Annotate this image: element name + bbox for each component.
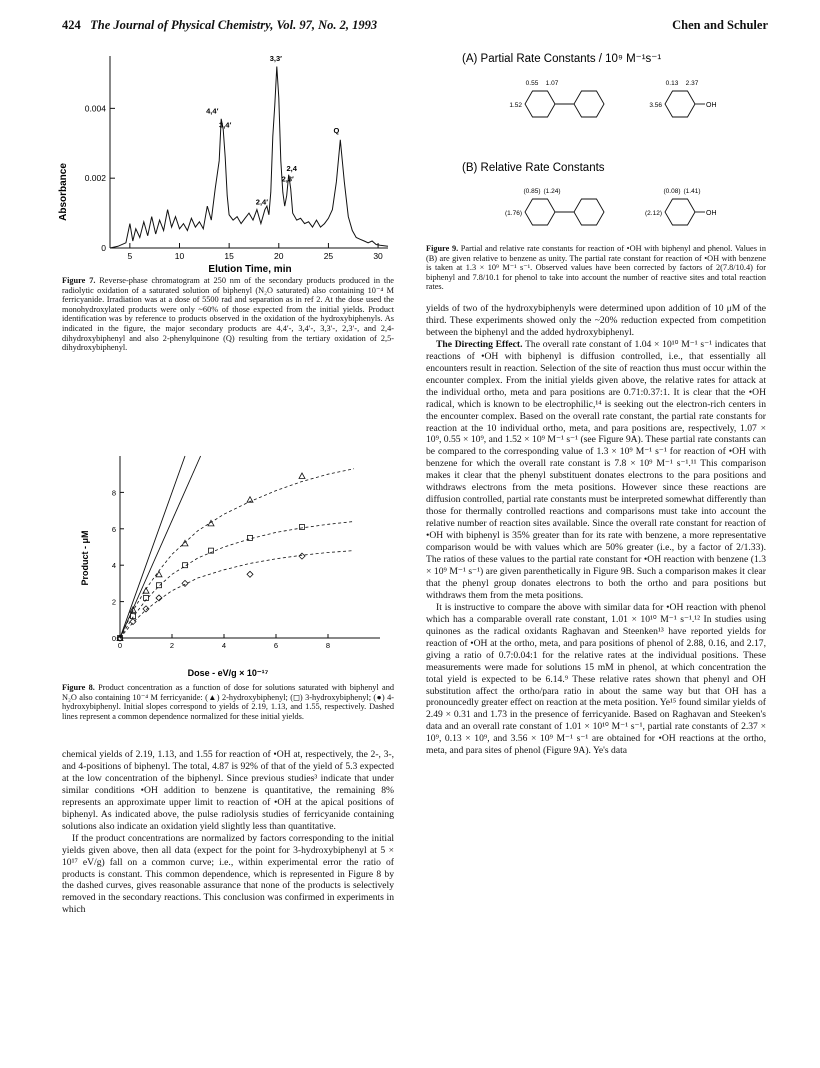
data-point xyxy=(300,524,305,529)
initial-slope-line xyxy=(120,456,185,638)
figure-8-caption xyxy=(62,683,394,721)
peak-label: 2,4 xyxy=(286,164,297,174)
ortho-value: (1.41) xyxy=(683,188,701,195)
data-point xyxy=(247,571,253,577)
data-point xyxy=(130,619,136,625)
chromatogram-trace xyxy=(110,67,388,249)
x-tick-label: 2 xyxy=(169,641,175,650)
y-tick-label: 4 xyxy=(111,561,116,571)
left-column-text xyxy=(62,749,394,916)
y-tick-label: 0 xyxy=(111,634,116,643)
benzene-ring xyxy=(574,91,604,117)
x-tick-label: 4 xyxy=(221,641,227,650)
figure-8-dose-plot xyxy=(50,448,400,680)
y-tick-label: 6 xyxy=(111,524,116,534)
ortho-value: 1.07 xyxy=(545,80,559,87)
peak-label: 2,4′ xyxy=(255,197,269,207)
ortho-value: 2.37 xyxy=(685,80,699,87)
figure-9-label: Figure 9. xyxy=(426,244,459,253)
x-tick-label: 30 xyxy=(373,251,383,261)
benzene-ring xyxy=(525,91,555,117)
oh-label: OH xyxy=(706,210,717,217)
x-tick-label: 25 xyxy=(323,251,334,261)
paragraph: It is instructive to compare the above with similar data for •OH reaction with phenol which has a comparable overall rate constant, 1.01 × 10¹⁰ M⁻¹ s⁻¹.¹² In studies using quinones as the radical oxidants Raghavan and Steenken¹³ have reported yields for reaction of •OH at the ortho, meta, and para positions of phenol of 2.88, 0.16, and 2.17, giving a ratio of 0.7:0.04:1 for the relative rates at the individual positions. These measurements were made for solutions 15 mM in phenol, at which concentration the total yield is expected to be 6.14.⁹ These relative rates shown that phenyl and OH substitution affect the ortho/para ratio in about the same way but that OH has a pronouncedly greater effect on reaction at the meta position. Ye¹⁵ found similar yields of 2.49 × 0.31 and 1.73 in the presence of ferricyanide. Based on Raghavan and Steeken's data and an overall rate constant of 1.01 × 10¹⁰ M⁻¹ s⁻¹, partial rate constants of 2.37 × 10⁹, 0.13 × 10⁹, and 3.56 × 10⁹ M⁻¹ s⁻¹ are obtained for •OH reactions at the ortho, meta, and para sites of phenol (Figure 9A). Ye's data xyxy=(426,601,766,757)
y-axis-label: Absorbance xyxy=(58,163,69,221)
x-tick-label: 10 xyxy=(174,251,185,261)
x-tick-label: 0 xyxy=(117,641,123,650)
para-value: 3.56 xyxy=(649,102,662,109)
para-value: 1.52 xyxy=(509,102,522,109)
paragraph: If the product concentrations are normalized by factors corresponding to the initial yields given above, then all data (expect for the point for 3-hydroxybiphenyl at 5 × 10¹⁷ eV/g) fall on a common curve; i.e., within experimental error the ratio of products is constant. This common dependence, which is represented in Figure 8 by the dashed curves, gives reasonable assurance that none of the products is selectively removed in the secondary reactions. This conclusion was confirmed in experiments in which xyxy=(62,832,394,916)
figure-7-caption-text: Reverse-phase chromatogram at 250 nm of the secondary products produced in the radiolytic oxidation of a saturated solution of biphenyl (N₂O saturated) also containing 10⁻⁴ M ferricyanide. Irradiation was at a dose of 5500 rad and separation as in ref 2. At the dose used the monohydroxylated products were only ~60% of those expected from the initial yields. Product identification was by reference to products observed in the oxidation of the hydroxybiphenyls. As indicated in the figure, the major secondary products are 4,4′-, 3,4′-, 3,3′-, 2,3′-, and 2,4-dihydroxybiphenyl and also 2-phenylquinone (Q) resulting from the tertiary oxidation of 2,5-dihydroxybiphenyl. xyxy=(62,276,394,353)
para-value: (2.12) xyxy=(645,210,662,217)
x-tick-label: 15 xyxy=(224,251,234,261)
x-tick-label: 8 xyxy=(325,641,331,650)
benzene-ring xyxy=(665,91,695,117)
x-tick-label: 6 xyxy=(273,641,279,650)
normalized-curve xyxy=(120,551,354,638)
oh-label: OH xyxy=(706,102,717,109)
meta-value: 0.55 xyxy=(525,80,539,87)
data-point xyxy=(299,473,305,479)
right-column-text xyxy=(426,303,766,757)
data-point xyxy=(143,588,149,594)
figure-9-caption xyxy=(426,244,766,292)
meta-value: (0.85) xyxy=(523,188,541,195)
figure-9-rate-constants xyxy=(420,50,770,240)
benzene-ring xyxy=(665,199,695,225)
ortho-value: (1.24) xyxy=(543,188,561,195)
paragraph: chemical yields of 2.19, 1.13, and 1.55 for reaction of •OH at, respectively, the 2-, 3-, and 4-positions of biphenyl. The total, 4.87 is 92% of that of the yield of 5.3 expected at the low concentration of the biphenyl. Since previous studies³ indicate that under similar conditions •OH addition to benzene is quantitative, the remaining 8% represents an approximate upper limit to reaction of •OH at the apical positions of biphenyl. As indicated above, the pulse radiolysis studies of ferricyanide containing solutions also indicate an oxidation yield slightly less than quantitative. xyxy=(62,749,394,832)
peak-label: Q xyxy=(333,125,340,135)
figure-7-caption xyxy=(62,276,394,353)
figure-9-caption-text: Partial and relative rate constants for reaction of •OH with biphenyl and phenol. Values in (B) are given relative to benzene as unity. The partial rate constant for reaction of •OH with benzene is taken at 1.3 × 10⁹ M⁻¹ s⁻¹. Observed values have been corrected by factors of 2(7.8/10.4) for biphenyl and 7.8/10.1 for phenol to take into account the number of reactive sites and total reaction rates. xyxy=(426,244,766,292)
figure-8-label: Figure 8. xyxy=(62,683,95,692)
chromatogram-plot xyxy=(50,42,400,274)
panel-a-title: (A) Partial Rate Constants / 10⁹ M⁻¹s⁻¹ xyxy=(462,53,662,65)
initial-slope-line xyxy=(120,456,201,638)
meta-value: 0.13 xyxy=(665,80,679,87)
x-tick-label: 20 xyxy=(274,251,284,261)
data-point xyxy=(143,606,149,612)
section-heading: The Directing Effect. xyxy=(436,338,523,350)
y-axis-label: Product - μM xyxy=(80,530,90,586)
journal-title: The Journal of Physical Chemistry, Vol. 97, No. 2, 1993 xyxy=(90,18,378,32)
dose-plot xyxy=(50,448,400,680)
paragraph: yields of two of the hydroxybiphenyls were determined upon addition of 10 μM of the third. These experiments showed only the ~20% reduction expected from competition between the biphenyl and the added hydroxybiphenyl. xyxy=(426,303,766,338)
data-point xyxy=(208,520,214,526)
paragraph-directing-effect xyxy=(426,339,766,602)
benzene-ring xyxy=(525,199,555,225)
normalized-curve xyxy=(120,469,354,638)
y-tick-label: 0.002 xyxy=(84,173,106,184)
para-value: (1.76) xyxy=(505,210,522,217)
x-axis-label: Elution Time, min xyxy=(208,264,292,274)
y-tick-label: 8 xyxy=(111,488,116,498)
page-number: 424 xyxy=(62,18,81,32)
paragraph-text: The overall rate constant of 1.04 × 10¹⁰ M⁻¹ s⁻¹ indicates that reactions of •OH with biphenyl is diffusion controlled, i.e., that essentially all encounters result in reaction. Selection of the site of reaction thus must occur within the encounter complex. From the initial yields given above, the relative rates for attack at the individual ortho, meta and para positions are 0.71:0.37:1. It is clear that the •OH radical, which is known to be electrophilic,¹⁴ is seeking out the electron-rich centers in the encounter complex. Based on the overall rate constant, the partial rate constants for reaction at the 10 individual ortho, meta, and para positions are, respectively, 1.07 × 10⁹, 0.55 × 10⁹, and 1.52 × 10⁹ M⁻¹ s⁻¹ (see Figure 9A). These partial rate constants can be compared to the corresponding value of 1.3 × 10⁹ M⁻¹ s⁻¹ for reaction of •OH with benzene for which the overall rate constant is 7.8 × 10⁹ M⁻¹ s⁻¹.¹¹ This comparison makes it clear that the phenyl substituent donates electrons to the para positions and withdraws electrons from the meta positions. However since these reactions are diffusion controlled, partial rate constants must be interpreted somewhat differently than those for thermally controlled reactions and comparisons must take into account the relative number of reaction sites available. Since the overall rate constant for reaction of •OH with biphenyl is 35% greater than for its rate with benzene, a more representative comparison would be with values which are 50% greater (i.e., by a factor of 2/1.33). The ratios of these values to the partial rate constant for •OH reaction with benzene (1.3 × 10⁹ M⁻¹ s⁻¹) are given parenthetically in Figure 9B. Such a comparison makes it clear that the phenyl group donates electrons to both the ortho and para positions but withdraws them from the meta positions. xyxy=(426,338,766,601)
peak-label: 3,3′ xyxy=(269,54,282,64)
figure-8-caption-text: Product concentration as a function of dose for solutions saturated with biphenyl and N₂O also containing 10⁻⁴ M ferricyanide: (▲) 2-hydroxybiphenyl; (◻) 3-hydroxybiphenyl; (●) 4-hydroxybiphenyl. Initial slopes correspond to yields of 2.19, 1.13, and 1.55, respectively. Dashed lines represent a common dependence normalized for these initial yields. xyxy=(62,683,394,721)
y-tick-label: 0.004 xyxy=(84,103,106,114)
benzene-ring xyxy=(574,199,604,225)
x-axis-label: Dose - eV/g × 10⁻¹⁷ xyxy=(187,668,269,678)
figure-7-chromatogram xyxy=(50,42,400,274)
y-tick-label: 0 xyxy=(101,243,106,253)
meta-value: (0.08) xyxy=(663,188,681,195)
y-tick-label: 2 xyxy=(111,597,116,607)
data-point xyxy=(299,553,305,559)
data-point xyxy=(157,583,162,588)
running-header xyxy=(62,18,768,36)
rate-constant-schemes xyxy=(420,50,770,240)
panel-b-title: (B) Relative Rate Constants xyxy=(462,162,605,174)
peak-label: 3,4′ xyxy=(219,120,232,130)
data-point xyxy=(182,540,188,546)
running-authors: Chen and Schuler xyxy=(672,18,768,32)
peak-label: 4,4′ xyxy=(206,106,219,116)
figure-7-label: Figure 7. xyxy=(62,276,96,285)
x-tick-label: 5 xyxy=(127,251,133,261)
peak-label: 2,3′ xyxy=(281,174,294,184)
